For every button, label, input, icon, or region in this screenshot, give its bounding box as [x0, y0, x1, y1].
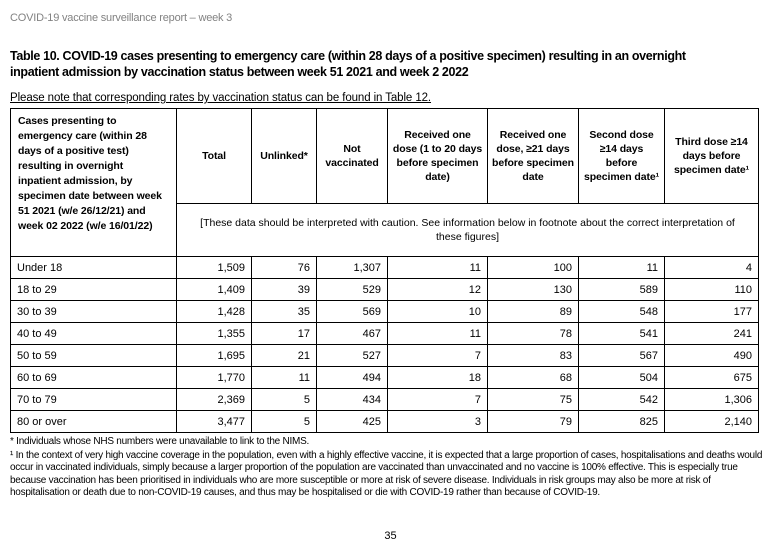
age-group-label: 18 to 29: [11, 279, 177, 301]
cell-not-vaccinated: 527: [317, 345, 388, 367]
age-group-label: 40 to 49: [11, 323, 177, 345]
table-row-40-49: [11, 323, 759, 345]
cell-one-dose-1-20: 18: [388, 367, 488, 389]
cell-not-vaccinated: 467: [317, 323, 388, 345]
table-row-60-69: [11, 367, 759, 389]
table-row-80-or-over: [11, 411, 759, 433]
table-row-50-59: [11, 345, 759, 367]
table-row-70-79: [11, 389, 759, 411]
col-header-one-dose-1-20: Received one dose (1 to 20 days before specimen date): [388, 109, 488, 204]
cell-second-dose: 589: [579, 279, 665, 301]
cell-unlinked: 11: [252, 367, 317, 389]
cell-second-dose: 504: [579, 367, 665, 389]
age-group-label: 30 to 39: [11, 301, 177, 323]
cell-one-dose-21plus: 79: [488, 411, 579, 433]
cell-one-dose-1-20: 12: [388, 279, 488, 301]
cell-second-dose: 542: [579, 389, 665, 411]
cell-one-dose-1-20: 10: [388, 301, 488, 323]
col-header-total: Total: [177, 109, 252, 204]
row-header-cell: Cases presenting to emergency care (within 28 days of a positive test) resulting in overnight inpatient admission, by specimen date between week 51 2021 (w/e 26/12/21) and week 02 2022 (w/e 16/01/22): [11, 109, 177, 257]
header-row: [11, 109, 759, 204]
note-rates-table12: Please note that corresponding rates by vaccination status can be found in Table 12.: [10, 92, 432, 104]
cell-not-vaccinated: 425: [317, 411, 388, 433]
cell-total: 1,355: [177, 323, 252, 345]
table-row-30-39: [11, 301, 759, 323]
cell-unlinked: 5: [252, 411, 317, 433]
cell-one-dose-21plus: 68: [488, 367, 579, 389]
table-title: Table 10. COVID-19 cases presenting to emergency care (within 28 days of a positive specimen) resulting in an overnight inpatient admission by vaccination status between week 51 2021 and week 2 2022: [10, 49, 686, 79]
cell-one-dose-21plus: 78: [488, 323, 579, 345]
cell-third-dose: 110: [665, 279, 759, 301]
cell-not-vaccinated: 1,307: [317, 257, 388, 279]
col-header-not-vaccinated: Not vaccinated: [317, 109, 388, 204]
cell-third-dose: 2,140: [665, 411, 759, 433]
cell-unlinked: 76: [252, 257, 317, 279]
cell-total: 1,509: [177, 257, 252, 279]
cell-third-dose: 1,306: [665, 389, 759, 411]
cell-total: 1,695: [177, 345, 252, 367]
cell-third-dose: 241: [665, 323, 759, 345]
cell-second-dose: 548: [579, 301, 665, 323]
running-header: COVID-19 vaccine surveillance report – week 3: [10, 12, 233, 24]
cell-total: 1,409: [177, 279, 252, 301]
col-header-second-dose: Second dose ≥14 days before specimen date¹: [579, 109, 665, 204]
cell-one-dose-21plus: 83: [488, 345, 579, 367]
cell-one-dose-21plus: 100: [488, 257, 579, 279]
age-group-label: 50 to 59: [11, 345, 177, 367]
age-group-label: 80 or over: [11, 411, 177, 433]
cell-one-dose-1-20: 3: [388, 411, 488, 433]
cell-total: 3,477: [177, 411, 252, 433]
cell-unlinked: 5: [252, 389, 317, 411]
cell-total: 1,428: [177, 301, 252, 323]
cell-third-dose: 675: [665, 367, 759, 389]
cell-second-dose: 567: [579, 345, 665, 367]
table-row-under-18: [11, 257, 759, 279]
age-group-label: 60 to 69: [11, 367, 177, 389]
cell-one-dose-1-20: 7: [388, 389, 488, 411]
cell-one-dose-21plus: 130: [488, 279, 579, 301]
cell-not-vaccinated: 494: [317, 367, 388, 389]
cell-one-dose-21plus: 89: [488, 301, 579, 323]
footnotes: [10, 436, 772, 500]
cell-unlinked: 39: [252, 279, 317, 301]
cell-total: 1,770: [177, 367, 252, 389]
cell-one-dose-1-20: 11: [388, 323, 488, 345]
cell-one-dose-1-20: 7: [388, 345, 488, 367]
table-10: [10, 108, 759, 433]
age-group-label: 70 to 79: [11, 389, 177, 411]
col-header-one-dose-21plus: Received one dose, ≥21 days before specimen date: [488, 109, 579, 204]
cell-not-vaccinated: 529: [317, 279, 388, 301]
table-row-18-29: [11, 279, 759, 301]
cell-second-dose: 825: [579, 411, 665, 433]
cell-unlinked: 35: [252, 301, 317, 323]
cell-second-dose: 11: [579, 257, 665, 279]
cell-one-dose-1-20: 11: [388, 257, 488, 279]
cell-one-dose-21plus: 75: [488, 389, 579, 411]
col-header-unlinked: Unlinked*: [252, 109, 317, 204]
cell-not-vaccinated: 434: [317, 389, 388, 411]
cell-third-dose: 4: [665, 257, 759, 279]
cell-unlinked: 21: [252, 345, 317, 367]
page-number: 35: [384, 530, 397, 542]
cell-total: 2,369: [177, 389, 252, 411]
footnote-unlinked: * Individuals whose NHS numbers were unavailable to link to the NIMS.: [10, 436, 310, 447]
cell-third-dose: 490: [665, 345, 759, 367]
cell-third-dose: 177: [665, 301, 759, 323]
cell-second-dose: 541: [579, 323, 665, 345]
col-header-third-dose: Third dose ≥14 days before specimen date¹: [665, 109, 759, 204]
caution-note: [These data should be interpreted with caution. See information below in footnote about the correct interpretation of these figures]: [177, 204, 759, 257]
age-group-label: Under 18: [11, 257, 177, 279]
cell-not-vaccinated: 569: [317, 301, 388, 323]
cell-unlinked: 17: [252, 323, 317, 345]
footnote-interpretation: ¹ In the context of very high vaccine coverage in the population, even with a highly effective vaccine, it is expected that a large proportion of cases, hospitalisations and deaths would occur in vaccinated individuals, simply because a larger proportion of the population are vaccinated than unvaccinated and no vaccine is 100% effective. This is especially true because vaccination has been prioritised in individuals who are more susceptible or more at risk of severe disease. Individuals in risk groups may also be more at risk of hospitalisation or death due to non-COVID-19 causes, and thus may be hospitalised or die with COVID-19 rather than because of COVID-19.: [10, 449, 763, 498]
